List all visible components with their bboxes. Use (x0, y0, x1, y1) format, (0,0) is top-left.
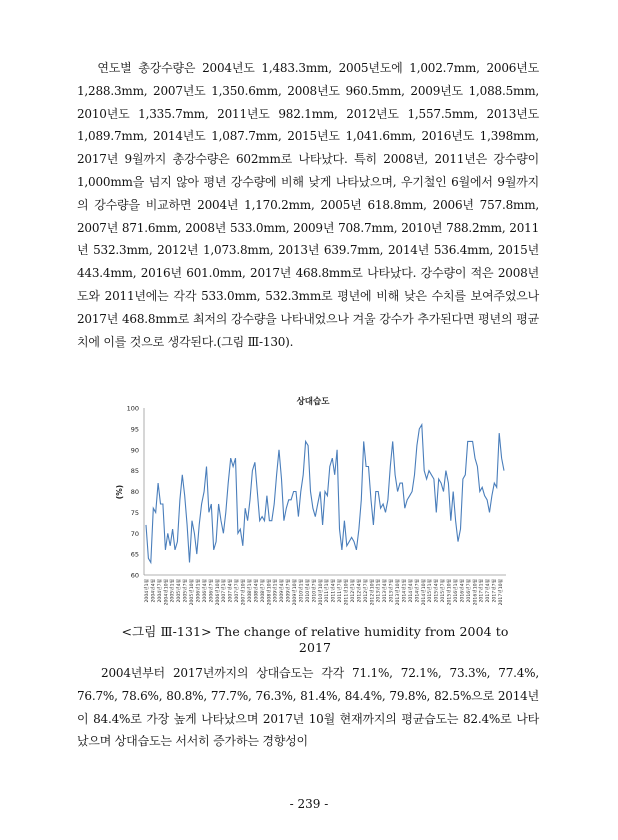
y-tick-label: 85 (130, 467, 139, 476)
chart-title: 상대습도 (296, 397, 330, 407)
x-tick-label: 2012년7월 (363, 579, 369, 603)
x-tick-label: 2007년1월 (222, 579, 228, 603)
body-paragraph-rainfall: 연도별 총강수량은 2004년도 1,483.3mm, 2005년도에 1,002.7mm, 2006년도 1,288.3mm, 2007년도 1,350.6mm, 2008년도 960.5mm, 2009년도 1,088.5mm, 2010년도 1,335.7mm, 2011년도 982.1mm, 2012년도 1,557.5mm, 2013년도 1,089.7mm, 2014년도 1,087.7mm, 2015년도 1,041.6mm, 2016년도 1,398mm, 2017년 9월까지 총강수량은 602mm로 나타났다. 특히 2008년, 2011년은 강수량이 1,000mm을 넘지 않아 평년 강수량에 비해 낮게 나타났으며, 우기철인 6월에서 9월까지의 강수량을 비교하면 2004년 1,170.2mm, 2005년 618.8mm, 2006년 757.8mm, 2007년 871.6mm, 2008년 533.0mm, 2009년 708.7mm, 2010년 788.2mm, 2011년 532.3mm, 2012년 1,073.8mm, 2013년 639.7mm, 2014년 536.4mm, 2015년 443.4mm, 2016년 601.0mm, 2017년 468.8mm로 나타났다. 강수량이 적은 2008년도와 2011년에는 각각 533.0mm, 532.3mm로 평년에 비해 낮은 수치를 보여주었으나 2017년 468.8mm로 최저의 강수량을 나타내었으나 겨울 강수가 추가된다면 평년의 평균치에 이를 것으로 생각된다.(그림 Ⅲ-130). (77, 61, 539, 349)
x-tick-label: 2008년1월 (247, 579, 253, 603)
x-tick-label: 2009년7월 (286, 579, 292, 603)
x-tick-label: 2016년1월 (453, 579, 459, 603)
x-tick-label: 2004년10월 (164, 579, 170, 606)
x-tick-label: 2009년1월 (273, 579, 279, 603)
body-paragraph-humidity: 2004년부터 2017년까지의 상대습도는 각각 71.1%, 72.1%, 73.3%, 77.4%, 76.7%, 78.6%, 80.8%, 77.7%, 76.3%, 81.4%, 84.4%, 79.8%, 82.5%으로 2014년이 84.4%로 가장 높게 나타났으며 2017년 10월 현재까지의 평균습도는 82.4%로 나타났으며 상대습도는 서서히 증가하는 경향성이 (77, 666, 539, 749)
x-tick-label: 2009년10월 (293, 579, 299, 606)
x-tick-label: 2008년7월 (260, 579, 266, 603)
x-tick-label: 2015년1월 (428, 579, 434, 603)
x-tick-label: 2013년4월 (383, 579, 389, 603)
x-tick-label: 2015년7월 (441, 579, 447, 603)
page-number: - 239 - (289, 797, 329, 811)
x-tick-label: 2011년7월 (338, 579, 344, 603)
x-tick-label: 2010년7월 (312, 579, 318, 603)
x-tick-label: 2005년7월 (183, 579, 189, 603)
x-tick-label: 2016년4월 (460, 579, 466, 603)
x-tick-label: 2008년10월 (267, 579, 273, 606)
x-tick-label: 2014년1월 (402, 579, 408, 603)
x-tick-label: 2006년4월 (202, 579, 208, 603)
x-tick-label: 2006년7월 (209, 579, 215, 603)
x-tick-label: 2005년10월 (190, 579, 196, 606)
x-tick-label: 2011년1월 (325, 579, 331, 603)
x-tick-label: 2013년1월 (376, 579, 382, 603)
y-tick-label: 95 (130, 425, 139, 434)
y-tick-label: 75 (130, 508, 139, 517)
y-tick-label: 70 (130, 529, 139, 538)
x-tick-label: 2010년4월 (305, 579, 311, 603)
x-tick-label: 2012년1월 (350, 579, 356, 603)
x-tick-label: 2012년4월 (357, 579, 363, 603)
x-tick-label: 2006년1월 (196, 579, 202, 603)
x-tick-label: 2009년4월 (280, 579, 286, 603)
x-tick-label: 2005년4월 (177, 579, 183, 603)
y-tick-label: 90 (130, 446, 139, 455)
x-tick-label: 2007년4월 (228, 579, 234, 603)
x-tick-label: 2010년1월 (299, 579, 305, 603)
x-tick-label: 2004년4월 (151, 579, 157, 603)
x-tick-label: 2017년10월 (499, 579, 504, 606)
y-tick-label: 60 (130, 571, 139, 580)
x-tick-label: 2011년10월 (344, 579, 350, 606)
x-tick-label: 2016년7월 (466, 579, 472, 603)
x-tick-label: 2015년10월 (447, 579, 453, 606)
x-tick-label: 2010년10월 (318, 579, 324, 606)
y-axis-label: (%) (115, 484, 124, 500)
x-tick-label: 2017년4월 (486, 579, 492, 603)
x-tick-label: 2004년7월 (157, 579, 163, 603)
y-tick-label: 80 (130, 488, 139, 496)
x-tick-label: 2005년1월 (170, 579, 176, 603)
humidity-series-line (146, 425, 504, 563)
x-tick-label: 2006년10월 (215, 579, 221, 606)
x-tick-label: 2007년7월 (235, 579, 241, 603)
x-tick-label: 2015년4월 (434, 579, 440, 603)
x-tick-label: 2014년4월 (408, 579, 414, 603)
x-tick-label: 2014년10월 (421, 579, 427, 606)
x-tick-label: 2017년7월 (492, 579, 498, 603)
x-tick-label: 2013년10월 (396, 579, 402, 606)
y-axis-ticks (127, 405, 139, 580)
x-tick-label: 2016년10월 (473, 579, 479, 606)
humidity-chart (110, 390, 520, 620)
x-tick-label: 2011년4월 (331, 579, 337, 603)
figure-caption: <그림 Ⅲ-131> The change of relative humidity from 2004 to 2017 (121, 624, 509, 655)
x-axis-ticks (143, 579, 504, 605)
x-tick-label: 2012년10월 (370, 579, 376, 606)
x-tick-label: 2004년1월 (145, 579, 150, 603)
x-tick-label: 2007년10월 (241, 579, 247, 606)
humidity-line-chart (110, 390, 520, 620)
x-tick-label: 2013년7월 (389, 579, 395, 603)
y-tick-label: 100 (126, 404, 139, 413)
x-tick-label: 2008년4월 (254, 579, 260, 603)
x-tick-label: 2014년7월 (415, 579, 421, 603)
x-tick-label: 2017년1월 (479, 579, 485, 603)
y-tick-label: 65 (130, 550, 139, 559)
